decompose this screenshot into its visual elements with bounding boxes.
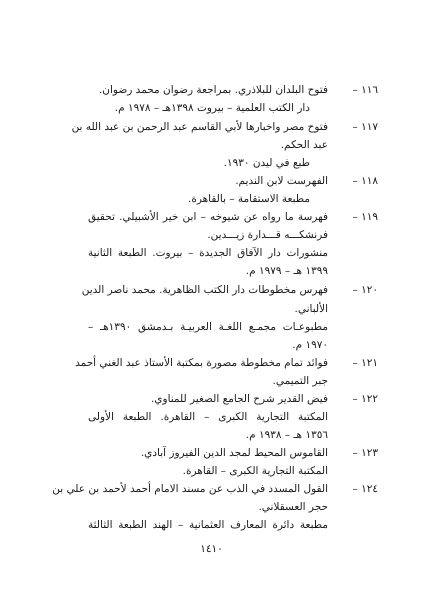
entry-line: الألباني. [294,303,328,315]
entry-line: المكتبة التجارية الكبرى – القاهرة. [182,465,328,477]
entry-line: مطبعة الاستقامة – بالقاهرة. [187,193,310,205]
entry-number: ١٢١ – [352,357,378,369]
entry-line: فتوح مصر واخبارها لأبي القاسم عبد الرحمن بن عبد الله بن [71,121,328,133]
entry-number: ١١٧ – [352,121,378,133]
entry-line: المكتبة التجارية الكبرى – القاهرة. الطبعة الأولى [88,411,328,423]
entry-line: فرنشكـــه قـــدارة زيـــدين. [207,229,328,241]
entry-number: ١٢٠ – [352,284,378,296]
entry-line: حجر العسقلاني. [258,501,328,513]
entry-line: طبع في ليدن ١٩٣٠. [223,157,310,169]
entry-number: ١٢٣ – [352,447,378,459]
entry-line: ١٣٥٦ هـ – ١٩٣٨ م. [245,429,328,441]
entry-line: عبد الحكم. [280,139,328,151]
entry-line: مطبوعـات مجمـع اللغـة العربيـة بـدمشق ١٣٩٠هـ – [88,321,329,333]
entry-line: فتوح البلدان للبلاذري. بمراجعة رضوان محمد رضوان. [98,84,328,96]
page-number: ١٤١٠ [200,543,223,555]
entry-line: فيض القدير شرح الجامع الصغير للمناوي. [150,393,328,405]
entry-line: القاموس المحيط لمجد الدين الفيروز آبادي. [140,447,328,459]
entry-number: ١١٦ – [352,84,378,96]
entry-number: ١٢٢ – [352,393,378,405]
entry-number: ١١٨ – [352,175,378,187]
entry-line: فهرسة ما رواه عن شيوخه – ابن خير الأشبيلي. تحقيق [88,211,328,223]
entry-line: ١٩٧٠ م. [292,339,328,351]
entry-line: منشورات دار الآفاق الجديدة – بيروت. الطبعة الثانية [88,247,328,259]
entry-line: جبر التميمي. [272,375,328,387]
entry-line: ١٣٩٩ هـ – ١٩٧٩ م. [245,265,328,277]
entry-line: فوائد تمام مخطوطة مصورة بمكتبة الأستاذ عبد الغني أحمد [75,357,328,369]
entry-line: دار الكتب العلمية – بيروت ١٣٩٨هـ – ١٩٧٨ م. [114,102,310,114]
entry-line: القول المسدد في الذب عن مسند الامام أحمد لأحمد بن علي بن [52,483,328,495]
entry-line: مطبعة دائرة المعارف العثمانية – الهند الطبعة الثالثة [88,519,328,531]
entry-number: ١٢٤ – [352,483,378,495]
entry-number: ١١٩ – [352,211,378,223]
entry-line: فهرس مخطوطات دار الكتب الظاهرية. محمد ناصر الدين [81,284,328,296]
entry-line: الفهرست لابن النديم. [235,175,328,187]
